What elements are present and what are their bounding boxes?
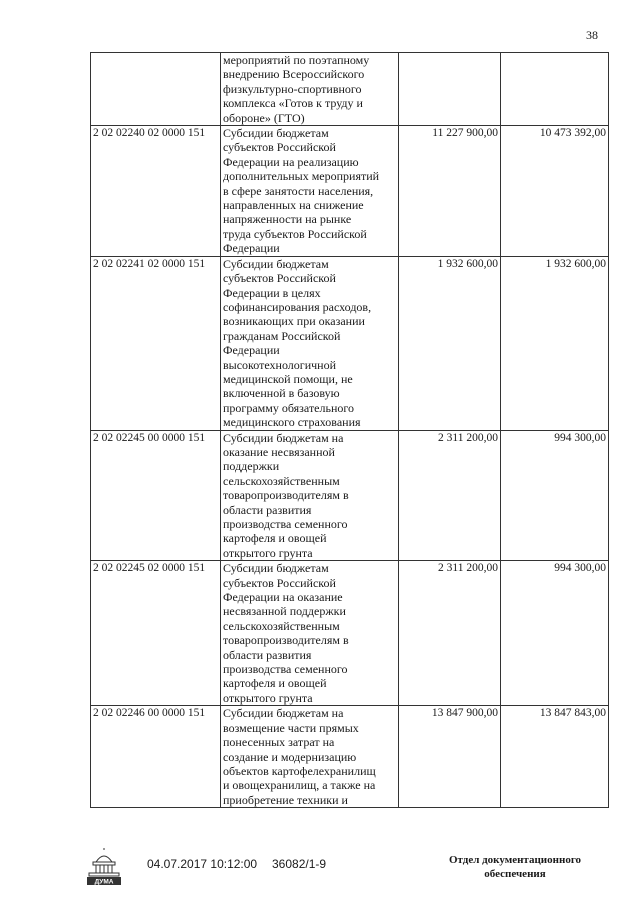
description-line: возмещение части прямых (223, 720, 359, 735)
description-line: понесенных затрат на (223, 735, 335, 750)
footer-department (432, 853, 598, 881)
description-line: объектов картофелехранилищ (223, 763, 376, 778)
description-line: области развития (223, 647, 312, 662)
description-line: субъектов Российской (223, 271, 336, 286)
footer-date: 04.07.2017 10:12:00 (147, 857, 258, 871)
budget-table (90, 52, 609, 808)
footer-department-line: Отдел документационного (448, 854, 582, 866)
description-line: Субсидии бюджетам (223, 561, 329, 576)
budget-code-cell: 2 02 02241 02 0000 151 (91, 256, 221, 430)
description-line: сельскохозяйственным (223, 473, 340, 488)
description-line: производства семенного (223, 662, 348, 677)
description-line: производства семенного (223, 517, 348, 531)
description-line: оказание несвязанной (223, 444, 335, 459)
description-line: медицинской помощи, не (223, 371, 353, 386)
description-line: программу обязательного (223, 400, 355, 415)
description-line: Субсидии бюджетам (223, 256, 329, 271)
amount-cell-2: 13 847 843,00 (501, 706, 609, 808)
description-line: дополнительных мероприятий (223, 169, 380, 184)
description-line: несвязанной поддержки (223, 604, 346, 619)
description-line: физкультурно-спортивного (223, 81, 362, 96)
description-line: возникающих при оказании (223, 314, 365, 329)
description-line: Субсидии бюджетам на (223, 706, 344, 721)
description-line: открытого грунта (223, 690, 313, 705)
description-line: внедрению Всероссийского (223, 67, 365, 82)
description-line: приобретение техники и (223, 792, 348, 807)
description-cell (221, 561, 399, 706)
description-cell (221, 706, 399, 808)
amount-cell-2: 10 473 392,00 (501, 126, 609, 257)
amount-cell-2: 1 932 600,00 (501, 256, 609, 430)
description-line: направленных на снижение (223, 198, 364, 213)
description-line: Субсидии бюджетам на (223, 430, 344, 445)
amount-cell-1: 11 227 900,00 (399, 126, 501, 257)
amount-cell-2: 994 300,00 (501, 561, 609, 706)
description-line: обороне» (ГТО) (223, 110, 305, 125)
budget-code-cell: 2 02 02240 02 0000 151 (91, 126, 221, 257)
amount-cell-1: 2 311 200,00 (399, 430, 501, 561)
amount-cell-2: 994 300,00 (501, 430, 609, 561)
duma-building-icon (84, 848, 124, 886)
footer-department-line: обеспечения (484, 868, 546, 880)
description-cell (221, 126, 399, 257)
description-line: и овощехранилищ, а также на (223, 778, 376, 793)
table-row (91, 126, 609, 257)
page-number: 38 (586, 28, 598, 42)
description-line: комплекса «Готов к труду и (223, 96, 363, 111)
duma-logo-text: ДУМА (94, 878, 114, 886)
description-line: Федерации (223, 343, 280, 358)
description-line: Федерации (223, 241, 280, 256)
description-line: картофеля и овощей (223, 531, 327, 546)
budget-code-cell: 2 02 02245 00 0000 151 (91, 430, 221, 561)
description-line: открытого грунта (223, 545, 313, 560)
description-line: включенной в базовую (223, 386, 340, 401)
description-line: товаропроизводителям в (223, 633, 349, 648)
budget-table-body (91, 53, 609, 808)
description-cell (221, 256, 399, 430)
budget-code-cell (91, 53, 221, 126)
description-line: сельскохозяйственным (223, 618, 340, 633)
description-line: создание и модернизацию (223, 749, 357, 764)
description-line: гражданам Российской (223, 328, 341, 343)
budget-code-cell: 2 02 02245 02 0000 151 (91, 561, 221, 706)
description-line: Субсидии бюджетам (223, 126, 329, 141)
description-line: софинансирования расходов, (223, 299, 372, 314)
description-line: в сфере занятости населения, (223, 183, 374, 198)
description-line: напряженности на рынке (223, 212, 352, 227)
amount-cell-2 (501, 53, 609, 126)
description-line: труда субъектов Российской (223, 226, 367, 241)
table-row (91, 53, 609, 126)
amount-cell-1 (399, 53, 501, 126)
amount-cell-1: 1 932 600,00 (399, 256, 501, 430)
description-line: мероприятий по поэтапному (223, 53, 370, 67)
description-line: Федерации на реализацию (223, 154, 359, 169)
description-line: картофеля и овощей (223, 676, 327, 691)
description-line: Федерации на оказание (223, 590, 343, 605)
table-row (91, 256, 609, 430)
description-line: медицинского страхования (223, 415, 361, 430)
description-line: Федерации в целях (223, 285, 321, 300)
table-row (91, 430, 609, 561)
description-line: области развития (223, 502, 312, 517)
footer-doc-number: 36082/1-9 (272, 857, 327, 871)
budget-code-cell: 2 02 02246 00 0000 151 (91, 706, 221, 808)
description-line: субъектов Российской (223, 575, 336, 590)
description-line: товаропроизводителям в (223, 488, 349, 503)
description-line: субъектов Российской (223, 140, 336, 155)
description-line: высокотехнологичной (223, 357, 337, 372)
table-row (91, 561, 609, 706)
description-line: поддержки (223, 459, 280, 474)
table-row (91, 706, 609, 808)
amount-cell-1: 13 847 900,00 (399, 706, 501, 808)
description-cell (221, 53, 399, 126)
amount-cell-1: 2 311 200,00 (399, 561, 501, 706)
description-cell (221, 430, 399, 561)
